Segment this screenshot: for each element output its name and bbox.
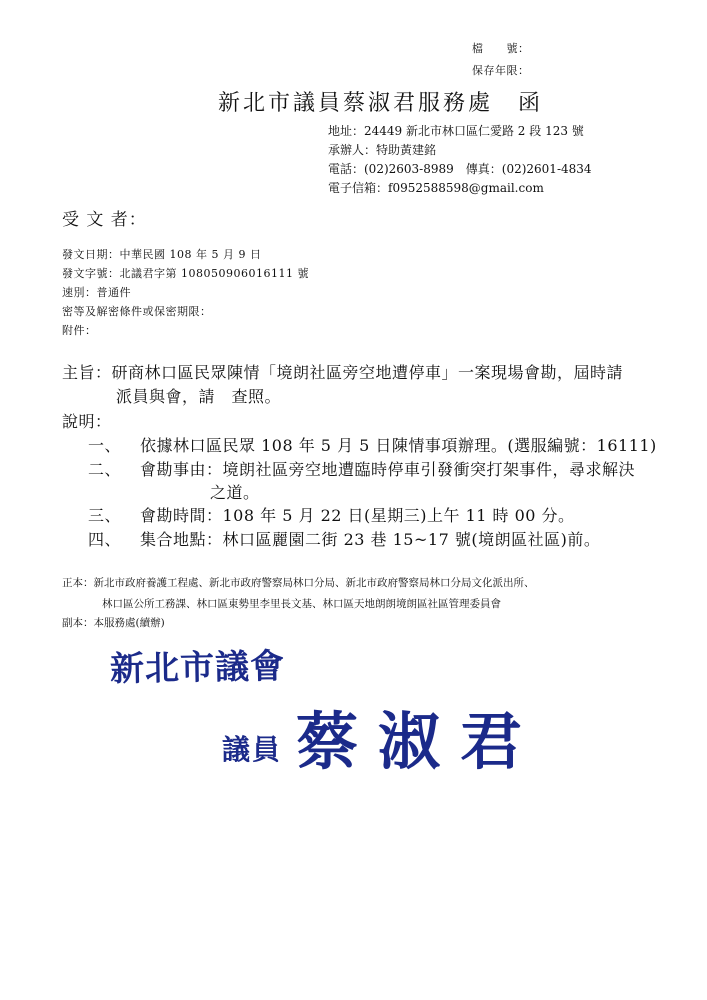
recipient-label: 受 文 者：	[62, 210, 147, 230]
explanation-item-number: 四、	[88, 530, 122, 549]
distribution-copy: 副本：本服務處(續辦)	[62, 617, 165, 629]
contact-handler: 承辦人：特助黃建銘	[328, 143, 437, 157]
contact-phone: 電話：(02)2603-8989 傳真：(02)2601-4834	[328, 162, 592, 176]
explanation-item-number: 二、	[88, 460, 122, 479]
distribution-main-line-1: 正本：新北市政府養護工程處、新北市政府警察局林口分局、新北市政府警察局林口分局文化派出所、	[62, 577, 535, 589]
explanation-item-text: 集合地點：林口區麗園二街 23 巷 15~17 號(境朗區社區)前。	[140, 530, 601, 549]
explanation-item-text-continued: 之道。	[210, 483, 260, 502]
retention-period-label: 保存年限：	[472, 64, 530, 77]
councilor-name-stamp: 蔡淑君	[296, 705, 543, 778]
explanation-item-number: 三、	[88, 506, 122, 525]
attachment-label: 附件：	[62, 324, 97, 337]
secrecy-level: 密等及解密條件或保密期限：	[62, 305, 212, 318]
explanation-item-text: 會勘時間：108 年 5 月 22 日(星期三)上午 11 時 00 分。	[140, 506, 575, 525]
delivery-speed: 速別：普通件	[62, 286, 131, 299]
explanation-label: 說明：	[62, 412, 112, 431]
explanation-item-text: 會勘事由：境朗社區旁空地遭臨時停車引發衝突打架事件，尋求解決	[140, 460, 636, 479]
document-number: 發文字號：北議君字第 108050906016111 號	[62, 267, 309, 280]
issue-date: 發文日期：中華民國 108 年 5 月 9 日	[62, 248, 262, 261]
subject-line-1: 主旨：研商林口區民眾陳情「境朗社區旁空地遭停車」一案現場會勘，屆時請	[62, 363, 624, 382]
contact-email: 電子信箱：f0952588598@gmail.com	[328, 181, 544, 195]
distribution-main-line-2: 林口區公所工務課、林口區東勢里李里長文基、林口區天地朗朗境朗區社區管理委員會	[102, 598, 501, 610]
councilor-title-stamp: 議員	[222, 733, 283, 766]
file-number-label: 檔 號：	[472, 42, 530, 55]
council-seal-stamp: 新北市議會	[109, 646, 286, 690]
subject-line-2: 派員與會，請 查照。	[116, 387, 282, 406]
explanation-item-text: 依據林口區民眾 108 年 5 月 5 日陳情事項辦理。(選服編號：16111)	[140, 436, 657, 455]
explanation-item-number: 一、	[88, 436, 122, 455]
document-title: 新北市議員蔡淑君服務處 函	[218, 91, 544, 116]
contact-address: 地址：24449 新北市林口區仁愛路 2 段 123 號	[328, 124, 584, 138]
